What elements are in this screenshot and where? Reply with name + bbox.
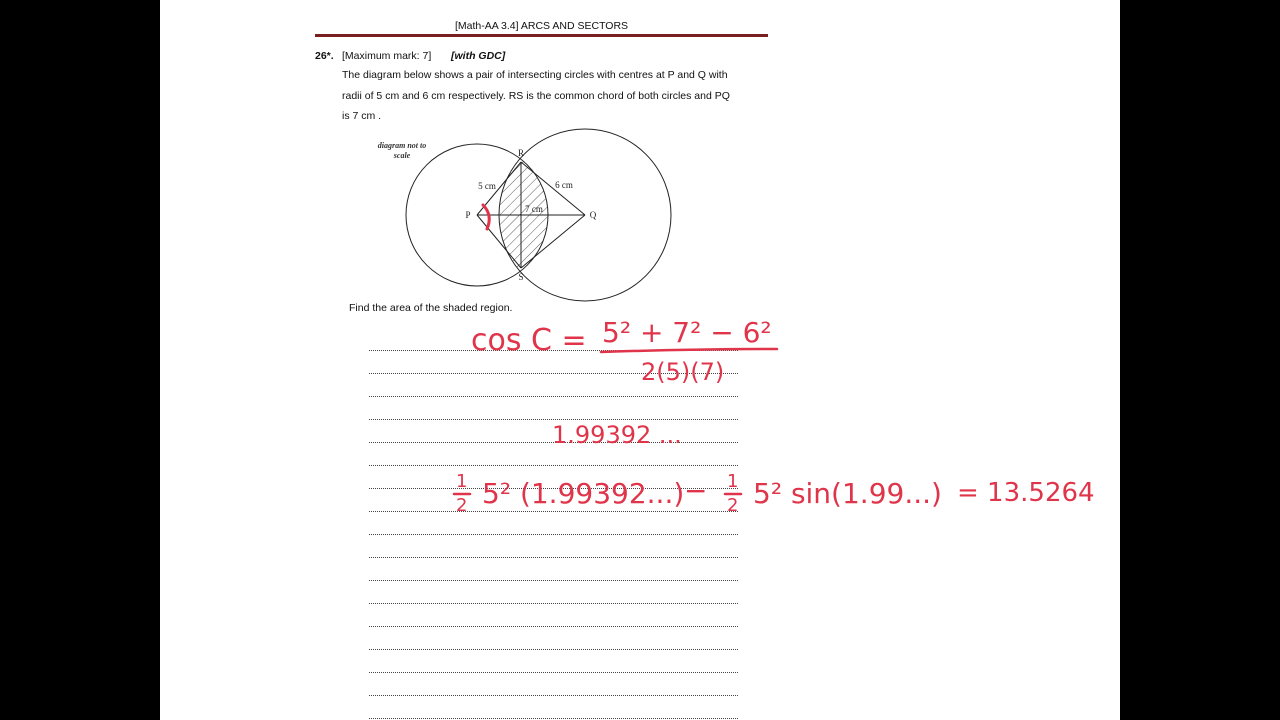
label-q: Q [589,210,597,220]
hw-minus: − [684,474,708,507]
worksheet-page [160,0,1120,720]
label-r: R [517,148,525,158]
question-text-line-1: The diagram below shows a pair of intersecting circles with centres at P and Q with [342,69,728,81]
label-7cm: 7 cm [525,204,543,214]
hw-half-numerator-1: 1 [456,471,468,492]
diagram-note-line-1: diagram not to [377,141,427,150]
hw-half-denominator-1: 2 [456,495,468,516]
label-5cm: 5 cm [478,181,496,191]
hw-result: = 13.5264 [957,478,1095,508]
hw-angle-value: 1.99392 ... [552,421,682,449]
question-number: 26*. [315,50,334,62]
diagram-note-line-2: scale [393,151,411,160]
question-prompt: Find the area of the shaded region. [349,302,513,314]
hw-term-1: 5² (1.99392...) [482,477,685,510]
hw-half-numerator-2: 1 [727,471,739,492]
label-s: S [518,272,524,282]
page-header: [Math-AA 3.4] ARCS AND SECTORS [454,20,629,32]
question-text-line-2: radii of 5 cm and 6 cm respectively. RS is the common chord of both circles and PQ [342,90,730,102]
hw-half-denominator-2: 2 [727,495,739,516]
gdc-note: [with GDC] [451,50,506,62]
label-6cm: 6 cm [555,180,573,190]
hw-denominator: 2(5)(7) [641,358,725,386]
label-p: P [465,210,471,220]
hw-fraction-bar [601,349,777,352]
hw-cos-lhs: cos C = [471,323,587,358]
handwritten-working [160,0,1120,720]
hw-term-2: 5² sin(1.99...) [753,477,942,510]
hw-numerator: 5² + 7² − 6² [602,316,772,349]
maximum-mark: [Maximum mark: 7] [342,50,432,62]
question-text-line-3: is 7 cm . [342,110,382,122]
